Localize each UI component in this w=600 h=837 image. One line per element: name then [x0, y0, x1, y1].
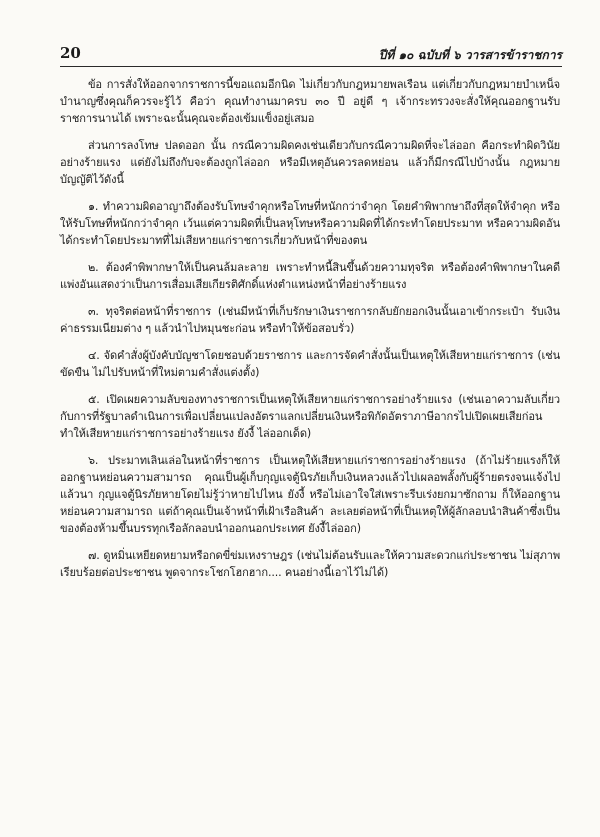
list-item-7: ๗. ดูหมิ่นเหยียดหยามหรือกดขี่ข่มเหงราษฎร (เช่นไม่ต้อนรับและให้ความสะดวกแก่ประชาชน ไม่สุภาพเรียบร้อยต่อประชาชน พูดจากระโชกโฮกฮาก.... คนอย่างนี้เอาไว้ไม่ได้): [60, 549, 560, 579]
header-rule: [60, 66, 562, 67]
page-header: [60, 44, 562, 64]
page-number: 20: [60, 44, 81, 62]
paragraph-intro-note: ข้อ การสั่งให้ออกจากราชการนี้ขอแถมอีกนิด ไม่เกี่ยวกับกฎหมายพลเรือน แต่เกี่ยวกับกฎหมายบำเหน็จบำนาญซึ่งคุณก็ควรจะรู้ไว้ คือว่า คุณทำงานมาครบ ๓๐ ปี อยู่ดี ๆ เจ้ากระทรวงจะสั่งให้คุณออกฐานรับราชการนานได้ เพราะฉะนั้นคุณจะต้องเข้มแข็งอยู่เสมอ: [60, 78, 560, 125]
paragraph-dismissal-intro: ส่วนการลงโทษ ปลดออก นั้น กรณีความผิดคงเช่นเดียวกับกรณีความผิดที่จะไล่ออก คือกระทำผิดวินัยอย่างร้ายแรง แต่ยังไม่ถึงกับจะต้องถูกไล่ออก หรือมีเหตุอันควรลดหย่อน แล้วก็มีกรณีไปบ้างนั้น กฎหมายบัญญัติไว้ดังนี้: [60, 139, 560, 186]
list-item-2: ๒. ต้องคำพิพากษาให้เป็นคนล้มละลาย เพราะทำหนี้สินขึ้นด้วยความทุจริต หรือต้องคำพิพากษาในคดีแพ่งอันแสดงว่าเป็นการเสื่อมเสียเกียรติศักดิ์แห่งตำแหน่งหน้าที่อย่างร้ายแรง: [60, 261, 560, 291]
list-item-4: ๔. จัดคำสั่งผู้บังคับบัญชาโดยชอบด้วยราชการ และการจัดคำสั่งนั้นเป็นเหตุให้เสียหายแก่ราชการ (เช่น ขัดขืน ไม่ไปรับหน้าที่ใหม่ตามคำสั่งแต่งตั้ง): [60, 349, 560, 379]
running-head: ปีที่ ๑๐ ฉบับที่ ๖ วารสารข้าราชการ: [378, 48, 562, 62]
list-item-6: ๖. ประมาทเลินเล่อในหน้าที่ราชการ เป็นเหตุให้เสียหายแก่ราชการอย่างร้ายแรง (ถ้าไม่ร้ายแรงก็ให้ออกฐานหย่อนความสามารถ คุณเป็นผู้เก็บกุญแจตู้นิรภัยเก็บเงินหลวงแล้วไปเผลอพลั้งกับผู้ร้ายตรงจนแจ้งไปแล้วนา กุญแจตู้นิรภัยหายโดยไม่รู้ว่าหายไปไหน ยังงี้ หรือไม่เอาใจใส่เพราะรีบเร่งยกมาซักถาม ก็ให้ออกฐานหย่อนความสามารถ แต่ถ้าคุณเป็นเจ้าหน้าที่เฝ้าเรือสินค้า ละเลยต่อหน้าที่เป็นเหตุให้ผู้ลักลอบนำสินค้าซึ่งเป็นของต้องห้ามขึ้นบรรทุกเรือลักลอบนำออกนอกประเทศ ยังงี้ไล่ออก): [60, 454, 560, 535]
list-item-5: ๕. เปิดเผยความลับของทางราชการเป็นเหตุให้เสียหายแก่ราชการอย่างร้ายแรง (เช่นเอาความลับเกี่ยวกับการที่รัฐบาลดำเนินการเพื่อเปลี่ยนแปลงอัตราแลกเปลี่ยนเงินหรือพิกัดอัตราภาษีอากรไปเปิดเผยเสียก่อน ทำให้เสียหายแก่ราชการอย่างร้ายแรง ยังงี้ ไล่ออกเด็ด): [60, 393, 560, 440]
list-item-1: ๑. ทำความผิดอาญาถึงต้องรับโทษจำคุกหรือโทษที่หนักกว่าจำคุก โดยคำพิพากษาถึงที่สุดให้จำคุก หรือให้รับโทษที่หนักกว่าจำคุก เว้นแต่ความผิดที่เป็นลหุโทษหรือความผิดที่ได้กระทำโดยประมาท หรือความผิดอันได้กระทำโดยประมาทที่ไม่เสียหายแก่ราชการเกี่ยวกับหน้าที่ของตน: [60, 200, 560, 247]
list-item-3: ๓. ทุจริตต่อหน้าที่ราชการ (เช่นมีหน้าที่เก็บรักษาเงินราชการกลับยักยอกเงินนั้นเอาเข้ากระเป๋า รับเงินค่าธรรมเนียมต่าง ๆ แล้วนำไปหมุนชะก่อน หรือทำให้ข้อสอบรั่ว): [60, 305, 560, 335]
body-text: [60, 76, 560, 591]
